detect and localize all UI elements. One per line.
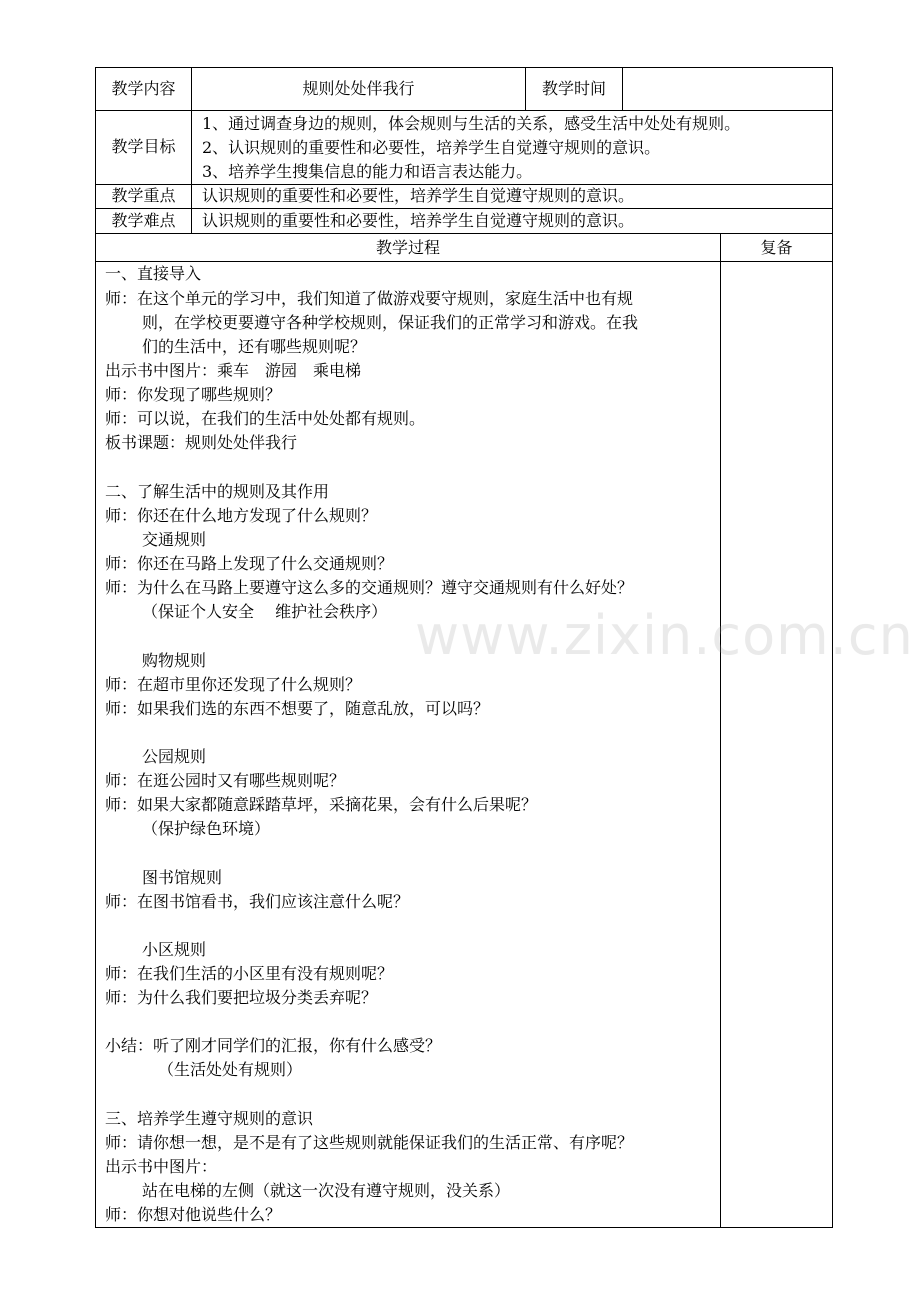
subheading: 小区规则 <box>142 940 207 959</box>
process-line: 板书课题：规则处处伴我行 <box>105 433 298 452</box>
col-divider <box>720 233 721 1227</box>
process-line: 出示书中图片：乘车 游园 乘电梯 <box>105 361 362 380</box>
process-heading: 教学过程 <box>375 238 440 257</box>
process-line: （保证个人安全 维护社会秩序） <box>142 602 388 621</box>
process-line: 师：为什么在马路上要遵守这么多的交通规则？遵守交通规则有什么好处？ <box>105 578 634 597</box>
process-line: 师：在图书馆看书，我们应该注意什么呢？ <box>105 892 410 911</box>
subheading: 交通规则 <box>142 530 207 549</box>
goal-item: 2、认识规则的重要性和必要性，培养学生自觉遵守规则的意识。 <box>202 138 661 157</box>
difficulty-label: 教学难点 <box>111 211 176 230</box>
process-line: 师：请你想一想，是不是有了这些规则就能保证我们的生活正常、有序呢？ <box>105 1133 634 1152</box>
process-line: （生活处处有规则） <box>158 1060 303 1079</box>
process-line: （保护绿色环境） <box>142 819 271 838</box>
process-line: 出示书中图片： <box>105 1157 218 1176</box>
row-divider <box>95 233 833 234</box>
process-line: 师：你想对他说些什么？ <box>105 1205 282 1224</box>
table-border-top <box>95 67 833 68</box>
key-label: 教学重点 <box>111 186 176 205</box>
section-heading: 一、直接导入 <box>105 264 202 283</box>
table-border-bottom <box>95 1227 833 1228</box>
summary-line: 小结：听了刚才同学们的汇报，你有什么感受？ <box>105 1036 442 1055</box>
content-label: 教学内容 <box>111 79 176 98</box>
review-heading: 复备 <box>760 238 793 257</box>
process-line: 师：你还在马路上发现了什么交通规则？ <box>105 554 394 573</box>
section-heading: 二、了解生活中的规则及其作用 <box>105 482 330 501</box>
process-line: 则，在学校更要遵守各种学校规则，保证我们的正常学习和游戏。在我 <box>142 313 639 332</box>
subheading: 购物规则 <box>142 651 207 670</box>
difficulty-value: 认识规则的重要性和必要性，培养学生自觉遵守规则的意识。 <box>202 211 635 230</box>
process-line: 师：在这个单元的学习中，我们知道了做游戏要守规则，家庭生活中也有规 <box>105 289 634 308</box>
process-line: 师：如果我们选的东西不想要了，随意乱放，可以吗？ <box>105 699 490 718</box>
subheading: 图书馆规则 <box>142 868 223 887</box>
process-line: 师：在超市里你还发现了什么规则？ <box>105 675 362 694</box>
goal-item: 1、通过调查身边的规则，体会规则与生活的关系，感受生活中处处有规则。 <box>202 114 741 133</box>
watermark: www.zixin.com.cn <box>415 604 914 667</box>
process-line: 师：可以说，在我们的生活中处处都有规则。 <box>105 409 426 428</box>
process-line: 们的生活中，还有哪些规则呢？ <box>142 337 367 356</box>
process-line: 师：如果大家都随意踩踏草坪，采摘花果，会有什么后果呢？ <box>105 795 538 814</box>
row-divider <box>95 261 833 262</box>
goal-item: 3、培养学生搜集信息的能力和语言表达能力。 <box>202 162 533 181</box>
process-line: 师：在逛公园时又有哪些规则呢？ <box>105 771 346 790</box>
section-heading: 三、培养学生遵守规则的意识 <box>105 1109 314 1128</box>
time-label: 教学时间 <box>541 79 606 98</box>
process-line: 师：你发现了哪些规则？ <box>105 385 282 404</box>
col-divider <box>622 67 623 110</box>
goals-label: 教学目标 <box>111 137 176 156</box>
process-line: 师：在我们生活的小区里有没有规则呢？ <box>105 964 394 983</box>
row-divider <box>95 110 833 111</box>
subheading: 公园规则 <box>142 747 207 766</box>
process-line: 站在电梯的左侧（就这一次没有遵守规则，没关系） <box>142 1181 511 1200</box>
content-value: 规则处处伴我行 <box>302 79 415 98</box>
process-line: 师：你还在什么地方发现了什么规则？ <box>105 506 378 525</box>
key-value: 认识规则的重要性和必要性，培养学生自觉遵守规则的意识。 <box>202 186 635 205</box>
process-line: 师：为什么我们要把垃圾分类丢弃呢？ <box>105 988 378 1007</box>
